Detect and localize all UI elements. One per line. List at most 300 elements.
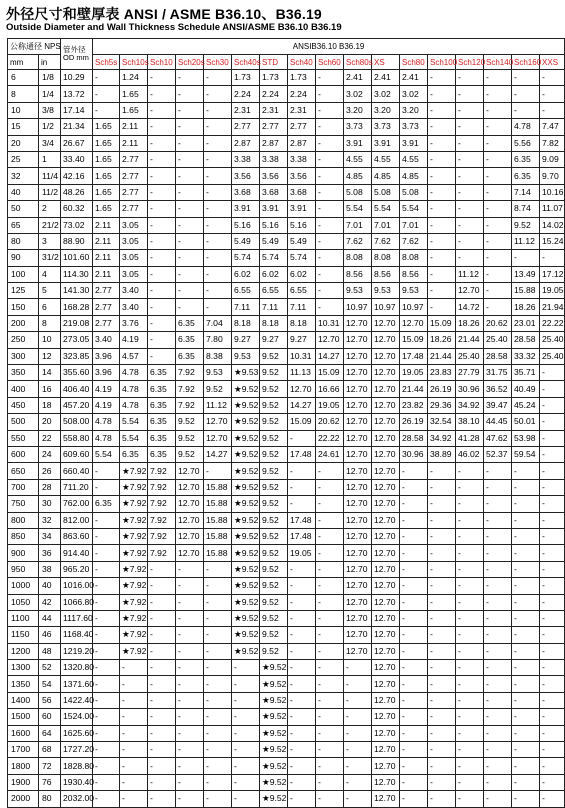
table-row xyxy=(8,151,565,167)
thickness-cell: - xyxy=(232,725,260,741)
dn-mm-cell: 450 xyxy=(8,397,39,413)
thickness-cell: - xyxy=(540,528,565,544)
thickness-cell: 12.70 xyxy=(372,397,400,413)
thickness-cell: - xyxy=(232,660,260,676)
thickness-cell: - xyxy=(484,496,512,512)
thickness-cell: - xyxy=(512,463,540,479)
table-row xyxy=(8,233,565,249)
thickness-cell: 3.73 xyxy=(372,119,400,135)
thickness-cell: 2.77 xyxy=(93,299,120,315)
thickness-cell: 8.18 xyxy=(288,315,316,331)
thickness-cell: - xyxy=(484,561,512,577)
thickness-cell: - xyxy=(428,791,456,807)
thickness-cell: - xyxy=(176,643,204,659)
thickness-cell: - xyxy=(148,610,176,626)
thickness-cell: - xyxy=(204,299,232,315)
nps-in-cell: 1 xyxy=(39,151,61,167)
thickness-cell: - xyxy=(232,742,260,758)
od-cell: 355.60 xyxy=(61,365,93,381)
thickness-cell: - xyxy=(176,578,204,594)
dn-mm-cell: 8 xyxy=(8,86,39,102)
thickness-cell: - xyxy=(148,594,176,610)
thickness-cell: 12.70 xyxy=(372,414,400,430)
thickness-cell: 3.05 xyxy=(120,217,148,233)
thickness-cell: - xyxy=(288,578,316,594)
thickness-cell: ★7.92 xyxy=(120,512,148,528)
thickness-cell: - xyxy=(204,463,232,479)
od-cell: 21.34 xyxy=(61,119,93,135)
thickness-cell: - xyxy=(204,660,232,676)
thickness-cell: - xyxy=(540,86,565,102)
thickness-cell: 7.62 xyxy=(344,233,372,249)
thickness-cell: - xyxy=(316,709,344,725)
thickness-cell: ★9.52 xyxy=(232,430,260,446)
thickness-cell: 4.19 xyxy=(120,332,148,348)
thickness-cell: 9.52 xyxy=(260,381,288,397)
thickness-cell: 6.55 xyxy=(260,283,288,299)
table-row xyxy=(8,348,565,364)
thickness-cell: ★9.52 xyxy=(232,496,260,512)
thickness-cell: - xyxy=(512,660,540,676)
thickness-cell: - xyxy=(484,791,512,807)
thickness-cell: - xyxy=(484,168,512,184)
thickness-cell: 2.87 xyxy=(232,135,260,151)
nps-in-cell: 54 xyxy=(39,676,61,692)
thickness-cell: 3.05 xyxy=(120,250,148,266)
thickness-cell: - xyxy=(176,119,204,135)
thickness-cell: - xyxy=(484,627,512,643)
thickness-cell: 3.38 xyxy=(288,151,316,167)
thickness-cell: 3.40 xyxy=(120,283,148,299)
schedule-header-sch120: Sch120 xyxy=(456,55,484,70)
thickness-cell: - xyxy=(316,250,344,266)
thickness-cell: - xyxy=(540,594,565,610)
thickness-cell: 3.40 xyxy=(120,299,148,315)
thickness-cell: 5.54 xyxy=(400,201,428,217)
od-cell: 219.08 xyxy=(61,315,93,331)
thickness-cell: - xyxy=(484,512,512,528)
table-row xyxy=(8,266,565,282)
nps-in-cell: 12 xyxy=(39,348,61,364)
thickness-cell: - xyxy=(316,217,344,233)
thickness-cell: 35.71 xyxy=(512,365,540,381)
thickness-cell: 3.02 xyxy=(400,86,428,102)
thickness-cell: - xyxy=(428,643,456,659)
thickness-cell: 7.92 xyxy=(148,512,176,528)
table-row xyxy=(8,119,565,135)
dn-mm-cell: 800 xyxy=(8,512,39,528)
thickness-cell: - xyxy=(148,217,176,233)
thickness-cell: - xyxy=(316,676,344,692)
thickness-cell: - xyxy=(540,725,565,741)
thickness-cell: 3.02 xyxy=(344,86,372,102)
thickness-cell: 1.24 xyxy=(120,70,148,86)
thickness-cell: - xyxy=(456,676,484,692)
thickness-cell: 12.70 xyxy=(372,742,400,758)
dn-mm-cell: 850 xyxy=(8,528,39,544)
thickness-cell: 6.35 xyxy=(148,430,176,446)
thickness-cell: - xyxy=(428,660,456,676)
thickness-cell: 7.92 xyxy=(148,479,176,495)
table-row xyxy=(8,610,565,626)
thickness-cell: 12.70 xyxy=(372,610,400,626)
thickness-cell: 50.01 xyxy=(512,414,540,430)
thickness-cell: - xyxy=(176,676,204,692)
thickness-cell: 15.24 xyxy=(540,233,565,249)
table-row xyxy=(8,479,565,495)
thickness-cell: - xyxy=(400,528,428,544)
od-cell: 1066.80 xyxy=(61,594,93,610)
thickness-cell: 6.02 xyxy=(260,266,288,282)
thickness-cell: 2.11 xyxy=(93,217,120,233)
thickness-cell: - xyxy=(540,545,565,561)
thickness-cell: - xyxy=(316,528,344,544)
thickness-cell: - xyxy=(148,332,176,348)
thickness-cell: 12.70 xyxy=(372,561,400,577)
nps-in-cell: 6 xyxy=(39,299,61,315)
thickness-cell: 6.35 xyxy=(176,332,204,348)
thickness-cell: - xyxy=(232,774,260,790)
schedule-header-xxs: XXS xyxy=(540,55,565,70)
nps-in-cell: 2 xyxy=(39,201,61,217)
thickness-cell: - xyxy=(484,70,512,86)
thickness-cell: 22.22 xyxy=(540,315,565,331)
thickness-cell: 12.70 xyxy=(372,430,400,446)
thickness-cell: 8.18 xyxy=(260,315,288,331)
table-row xyxy=(8,414,565,430)
thickness-cell: - xyxy=(176,168,204,184)
thickness-cell: 17.48 xyxy=(288,528,316,544)
od-cell: 914.40 xyxy=(61,545,93,561)
thickness-cell: - xyxy=(512,627,540,643)
thickness-cell: - xyxy=(512,643,540,659)
thickness-cell: - xyxy=(93,725,120,741)
thickness-cell: 4.57 xyxy=(120,348,148,364)
thickness-cell: - xyxy=(176,742,204,758)
thickness-cell: 40.49 xyxy=(512,381,540,397)
thickness-cell: 23.01 xyxy=(512,315,540,331)
thickness-cell: - xyxy=(93,676,120,692)
thickness-cell: 4.78 xyxy=(93,430,120,446)
thickness-cell: 12.70 xyxy=(316,332,344,348)
thickness-cell: 9.52 xyxy=(260,365,288,381)
thickness-cell: - xyxy=(484,643,512,659)
dn-mm-cell: 1700 xyxy=(8,742,39,758)
thickness-cell: - xyxy=(484,283,512,299)
dn-mm-cell: 950 xyxy=(8,561,39,577)
thickness-cell: 3.96 xyxy=(93,365,120,381)
thickness-cell: - xyxy=(93,627,120,643)
thickness-cell: - xyxy=(204,250,232,266)
od-cell: 1371.60 xyxy=(61,676,93,692)
thickness-cell: 3.56 xyxy=(260,168,288,184)
thickness-cell: - xyxy=(204,709,232,725)
thickness-cell: - xyxy=(93,463,120,479)
thickness-cell: ★9.52 xyxy=(232,397,260,413)
thickness-cell: - xyxy=(93,660,120,676)
thickness-cell: 1.73 xyxy=(232,70,260,86)
thickness-cell: 12.70 xyxy=(372,643,400,659)
thickness-cell: 9.52 xyxy=(260,578,288,594)
thickness-cell: - xyxy=(484,184,512,200)
thickness-cell: 26.19 xyxy=(428,381,456,397)
thickness-cell: - xyxy=(456,610,484,626)
thickness-cell: 9.52 xyxy=(176,446,204,462)
thickness-cell: 19.05 xyxy=(288,545,316,561)
thickness-cell: - xyxy=(344,742,372,758)
thickness-cell: 25.40 xyxy=(540,348,565,364)
thickness-cell: - xyxy=(204,676,232,692)
thickness-cell: - xyxy=(176,660,204,676)
thickness-cell: - xyxy=(176,184,204,200)
nps-in-cell: 64 xyxy=(39,725,61,741)
thickness-cell: 12.70 xyxy=(344,643,372,659)
dn-mm-cell: 600 xyxy=(8,446,39,462)
thickness-cell: - xyxy=(540,70,565,86)
thickness-cell: 3.20 xyxy=(344,102,372,118)
thickness-cell: - xyxy=(344,774,372,790)
thickness-cell: - xyxy=(512,512,540,528)
thickness-cell: - xyxy=(148,102,176,118)
thickness-cell: - xyxy=(484,479,512,495)
thickness-cell: 36.52 xyxy=(484,381,512,397)
thickness-cell: 4.78 xyxy=(120,381,148,397)
thickness-cell: - xyxy=(120,758,148,774)
thickness-cell: 2.24 xyxy=(288,86,316,102)
thickness-cell: - xyxy=(512,102,540,118)
thickness-cell: 7.92 xyxy=(148,528,176,544)
thickness-cell: - xyxy=(456,119,484,135)
thickness-cell: ★9.52 xyxy=(260,660,288,676)
nps-in-cell: 31/2 xyxy=(39,250,61,266)
thickness-cell: - xyxy=(204,692,232,708)
thickness-cell: 9.27 xyxy=(232,332,260,348)
thickness-cell: 5.74 xyxy=(288,250,316,266)
thickness-cell: - xyxy=(316,758,344,774)
thickness-cell: 8.56 xyxy=(372,266,400,282)
thickness-cell: 9.52 xyxy=(260,610,288,626)
thickness-cell: - xyxy=(204,610,232,626)
table-row xyxy=(8,774,565,790)
od-cell: 965.20 xyxy=(61,561,93,577)
thickness-cell: 3.91 xyxy=(288,201,316,217)
thickness-cell: 19.05 xyxy=(316,397,344,413)
thickness-cell: 12.70 xyxy=(400,315,428,331)
thickness-cell: 4.78 xyxy=(93,414,120,430)
thickness-cell: 32.54 xyxy=(428,414,456,430)
thickness-cell: 52.37 xyxy=(484,446,512,462)
nps-in-cell: 24 xyxy=(39,446,61,462)
thickness-cell: 25.40 xyxy=(484,332,512,348)
thickness-cell: 5.56 xyxy=(512,135,540,151)
thickness-cell: 17.12 xyxy=(540,266,565,282)
thickness-cell: - xyxy=(400,610,428,626)
thickness-cell: 53.98 xyxy=(512,430,540,446)
thickness-cell: - xyxy=(400,561,428,577)
thickness-cell: - xyxy=(204,184,232,200)
thickness-cell: 1.65 xyxy=(93,184,120,200)
thickness-cell: 12.70 xyxy=(176,512,204,528)
thickness-cell: - xyxy=(540,709,565,725)
thickness-cell: - xyxy=(456,578,484,594)
thickness-cell: ★7.92 xyxy=(120,545,148,561)
thickness-cell: 12.70 xyxy=(344,446,372,462)
table-row xyxy=(8,365,565,381)
od-cell: 141.30 xyxy=(61,283,93,299)
nps-in-cell: 14 xyxy=(39,365,61,381)
dn-mm-cell: 100 xyxy=(8,266,39,282)
thickness-cell: - xyxy=(484,725,512,741)
thickness-cell: - xyxy=(484,151,512,167)
thickness-cell: 7.92 xyxy=(176,365,204,381)
thickness-cell: - xyxy=(176,201,204,217)
thickness-cell: 7.11 xyxy=(260,299,288,315)
thickness-cell: 5.54 xyxy=(120,414,148,430)
thickness-cell: 3.76 xyxy=(120,315,148,331)
thickness-cell: 15.88 xyxy=(204,528,232,544)
thickness-cell: - xyxy=(148,561,176,577)
thickness-cell: 5.54 xyxy=(344,201,372,217)
thickness-cell: 3.56 xyxy=(288,168,316,184)
thickness-cell: - xyxy=(120,725,148,741)
thickness-cell: - xyxy=(176,135,204,151)
thickness-cell: - xyxy=(148,135,176,151)
thickness-cell: - xyxy=(148,627,176,643)
thickness-cell: ★7.92 xyxy=(120,528,148,544)
thickness-cell: 15.88 xyxy=(512,283,540,299)
thickness-cell: 1.73 xyxy=(260,70,288,86)
thickness-cell: - xyxy=(148,676,176,692)
table-row xyxy=(8,791,565,807)
od-cell: 323.85 xyxy=(61,348,93,364)
dn-mm-cell: 80 xyxy=(8,233,39,249)
thickness-cell: - xyxy=(176,233,204,249)
thickness-cell: 3.73 xyxy=(344,119,372,135)
thickness-cell: - xyxy=(204,266,232,282)
od-cell: 1930.40 xyxy=(61,774,93,790)
thickness-cell: 15.88 xyxy=(204,512,232,528)
thickness-cell: - xyxy=(316,119,344,135)
thickness-cell: - xyxy=(176,250,204,266)
od-cell: 101.60 xyxy=(61,250,93,266)
thickness-cell: ★9.52 xyxy=(232,512,260,528)
od-cell: 812.00 xyxy=(61,512,93,528)
thickness-cell: 5.54 xyxy=(93,446,120,462)
thickness-cell: - xyxy=(344,791,372,807)
thickness-cell: 6.35 xyxy=(148,414,176,430)
thickness-cell: - xyxy=(176,758,204,774)
thickness-cell: - xyxy=(456,692,484,708)
thickness-cell: - xyxy=(428,594,456,610)
thickness-cell: 5.74 xyxy=(260,250,288,266)
thickness-cell: 9.52 xyxy=(260,414,288,430)
schedule-header-sch10s: Sch10s xyxy=(120,55,148,70)
thickness-cell: - xyxy=(540,578,565,594)
thickness-cell: ★7.92 xyxy=(120,627,148,643)
table-header-row-1 xyxy=(8,39,565,55)
thickness-cell: 12.70 xyxy=(344,610,372,626)
thickness-cell: 12.70 xyxy=(344,496,372,512)
thickness-cell: - xyxy=(93,709,120,725)
thickness-cell: - xyxy=(176,709,204,725)
table-row xyxy=(8,397,565,413)
thickness-cell: - xyxy=(428,725,456,741)
thickness-cell: 12.70 xyxy=(372,381,400,397)
table-row xyxy=(8,578,565,594)
thickness-cell: 21.94 xyxy=(540,299,565,315)
dn-mm-cell: 1150 xyxy=(8,627,39,643)
thickness-cell: - xyxy=(428,610,456,626)
nps-in-cell: 28 xyxy=(39,479,61,495)
thickness-cell: 44.45 xyxy=(484,414,512,430)
thickness-cell: 17.48 xyxy=(288,446,316,462)
thickness-cell: 15.88 xyxy=(204,479,232,495)
thickness-cell: - xyxy=(316,643,344,659)
thickness-cell: - xyxy=(456,168,484,184)
thickness-cell: 6.35 xyxy=(176,315,204,331)
thickness-cell: 9.53 xyxy=(372,283,400,299)
nps-in-cell: 21/2 xyxy=(39,217,61,233)
thickness-cell: - xyxy=(93,774,120,790)
thickness-cell: - xyxy=(484,119,512,135)
thickness-cell: - xyxy=(456,627,484,643)
thickness-cell: 2.41 xyxy=(400,70,428,86)
thickness-cell: 2.11 xyxy=(93,233,120,249)
od-cell: 73.02 xyxy=(61,217,93,233)
thickness-cell: 14.27 xyxy=(204,446,232,462)
thickness-cell: - xyxy=(176,594,204,610)
thickness-cell: - xyxy=(456,463,484,479)
thickness-cell: - xyxy=(512,758,540,774)
thickness-cell: - xyxy=(344,660,372,676)
thickness-cell: - xyxy=(540,463,565,479)
table-row xyxy=(8,315,565,331)
thickness-cell: 3.96 xyxy=(93,348,120,364)
thickness-cell: - xyxy=(456,545,484,561)
thickness-cell: - xyxy=(316,742,344,758)
thickness-cell: - xyxy=(512,791,540,807)
thickness-cell: 12.70 xyxy=(344,348,372,364)
thickness-cell: - xyxy=(540,250,565,266)
thickness-cell: 9.27 xyxy=(288,332,316,348)
thickness-cell: - xyxy=(176,217,204,233)
thickness-cell: - xyxy=(456,233,484,249)
nps-in-cell: 56 xyxy=(39,692,61,708)
thickness-cell: 9.27 xyxy=(260,332,288,348)
nps-in-cell: 3/4 xyxy=(39,135,61,151)
dn-mm-cell: 20 xyxy=(8,135,39,151)
table-row xyxy=(8,250,565,266)
thickness-cell: - xyxy=(540,414,565,430)
thickness-cell: - xyxy=(204,70,232,86)
thickness-cell: 12.70 xyxy=(288,381,316,397)
thickness-cell: - xyxy=(120,692,148,708)
thickness-cell: 11.07 xyxy=(540,201,565,217)
od-cell: 1524.00 xyxy=(61,709,93,725)
thickness-cell: - xyxy=(400,676,428,692)
thickness-cell: - xyxy=(540,692,565,708)
dn-mm-cell: 1400 xyxy=(8,692,39,708)
thickness-cell: 33.32 xyxy=(512,348,540,364)
thickness-cell: 15.09 xyxy=(400,332,428,348)
thickness-cell: - xyxy=(456,70,484,86)
dn-mm-cell: 40 xyxy=(8,184,39,200)
thickness-cell: 10.31 xyxy=(316,315,344,331)
thickness-cell: - xyxy=(93,102,120,118)
thickness-cell: - xyxy=(428,102,456,118)
od-cell: 508.00 xyxy=(61,414,93,430)
thickness-cell: 47.62 xyxy=(484,430,512,446)
